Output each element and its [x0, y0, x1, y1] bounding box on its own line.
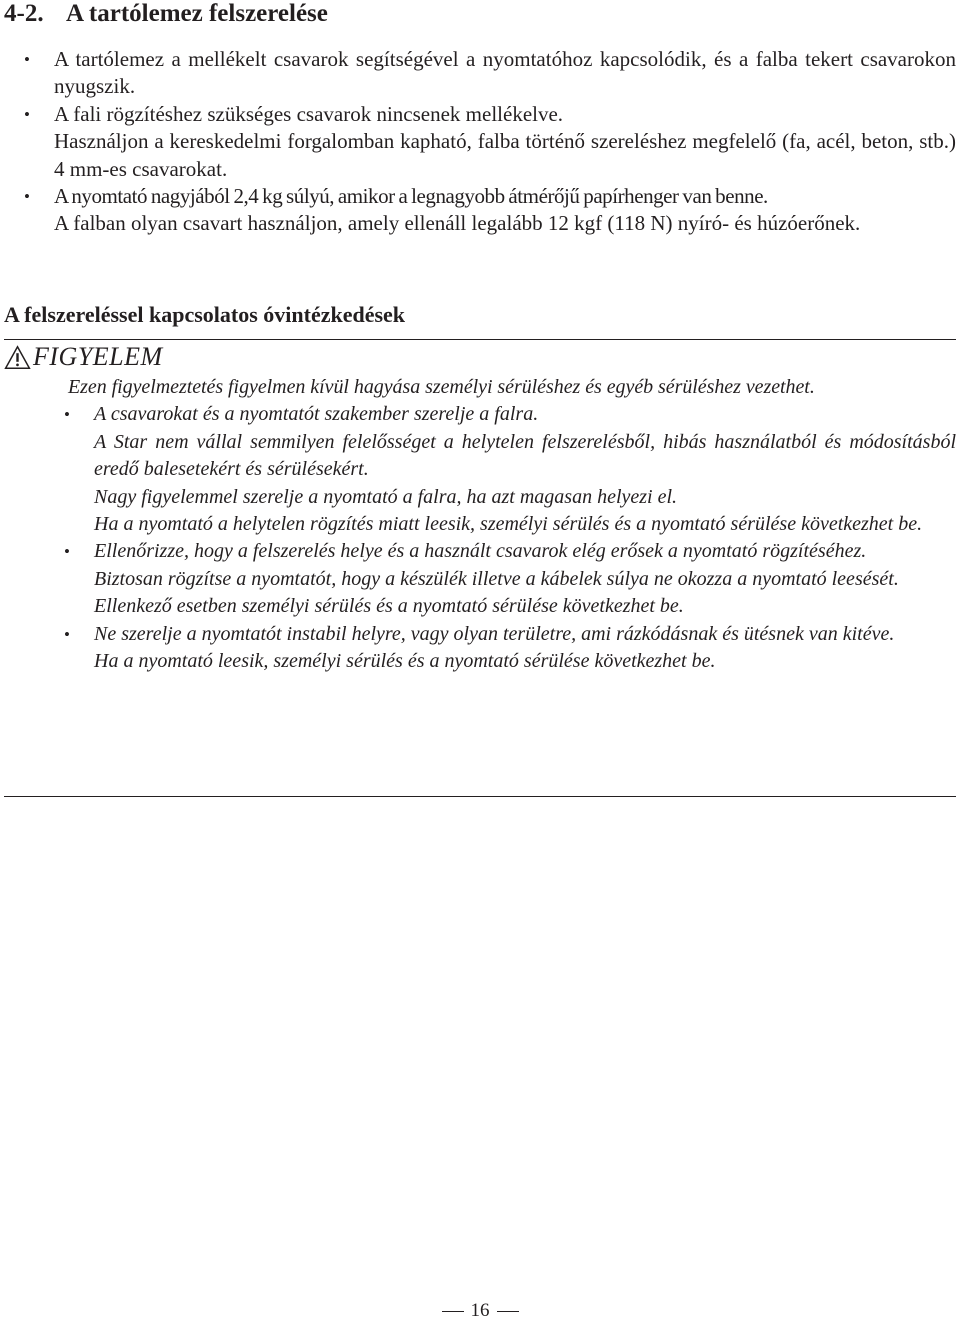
warning-text: Ellenkező esetben személyi sérülés és a nyomtató sérülése következhet be. [94, 595, 684, 618]
list-item [24, 101, 956, 183]
page-number: 16 [470, 1300, 490, 1321]
bullet-text: Használjon a kereskedelmi forgalomban kapható, falba történő szereléshez megfelelő (fa, acél, beton, stb.) 4 mm-es csavarokat. [54, 129, 956, 181]
warning-text: Nagy figyelemmel szerelje a nyomtató a falra, ha azt magasan helyezi el. [94, 485, 678, 508]
section-heading [4, 0, 328, 30]
warning-title [4, 341, 163, 373]
warning-text: Biztosan rögzítse a nyomtatót, hogy a készülék illetve a kábelek súlya ne okozza a nyomtató leesését. [94, 567, 899, 590]
warning-triangle-icon [4, 345, 31, 370]
list-item [24, 46, 956, 101]
warning-text: Ha a nyomtató a helytelen rögzítés miatt leesik, személyi sérülés és a nyomtató sérülése következhet be. [94, 513, 923, 536]
list-item [24, 183, 956, 238]
section-title: A tartólemez felszerelése [66, 0, 328, 27]
bullet-icon: • [24, 187, 30, 207]
warning-intro: Ezen figyelmeztetés figyelmen kívül hagyása személyi sérüléshez és egyéb sérüléshez vezethet. [68, 376, 815, 398]
warning-body [64, 374, 956, 675]
bullet-text: A falban olyan csavart használjon, amely ellenáll legalább 12 kgf (118 N) nyíró- és húzóerőnek. [54, 211, 861, 236]
bullet-icon: • [64, 624, 70, 644]
bullet-icon: • [24, 104, 30, 124]
divider [4, 339, 956, 340]
dash-decoration [497, 1311, 519, 1312]
page-footer [0, 1298, 960, 1324]
section-number: 4-2. [4, 0, 44, 27]
warning-text: A Star nem vállal semmilyen felelősséget a helytelen felszerelésből, hibás használatból és módosításból eredő balesetekért és sérülésekért. [94, 430, 956, 481]
warning-text: Ha a nyomtató leesik, személyi sérülés és a nyomtató sérülése következhet be. [94, 650, 716, 673]
list-item [64, 401, 956, 538]
warning-text: Ellenőrizze, hogy a felszerelés helye és a használt csavarok elég erősek a nyomtató rögzítéséhez. [94, 540, 867, 563]
bullet-text: A fali rögzítéshez szükséges csavarok nincsenek mellékelve. [54, 101, 564, 126]
bullet-icon: • [64, 405, 70, 425]
precautions-heading: A felszereléssel kapcsolatos óvintézkedések [4, 302, 406, 327]
warning-label: FIGYELEM [33, 342, 163, 371]
bullet-text: A tartólemez a mellékelt csavarok segítségével a nyomtatóhoz kapcsolódik, és a falba tekert csavarokon nyugszik. [54, 47, 956, 99]
divider [4, 796, 956, 797]
bullet-icon: • [64, 542, 70, 562]
bullet-icon: • [24, 50, 30, 69]
warning-text: A csavarokat és a nyomtatót szakember szerelje a falra. [94, 403, 539, 426]
list-item [64, 621, 956, 676]
intro-bullet-list [24, 46, 956, 238]
bullet-text: A nyomtató nagyjából 2,4 kg súlyú, amikor a legnagyobb átmérőjű papírhenger van benne. [54, 184, 768, 209]
dash-decoration [442, 1311, 464, 1312]
warning-list [64, 401, 956, 675]
list-item [64, 538, 956, 620]
warning-text: Ne szerelje a nyomtatót instabil helyre, vagy olyan területre, ami rázkódásnak és ütésnek van kitéve. [94, 622, 895, 645]
